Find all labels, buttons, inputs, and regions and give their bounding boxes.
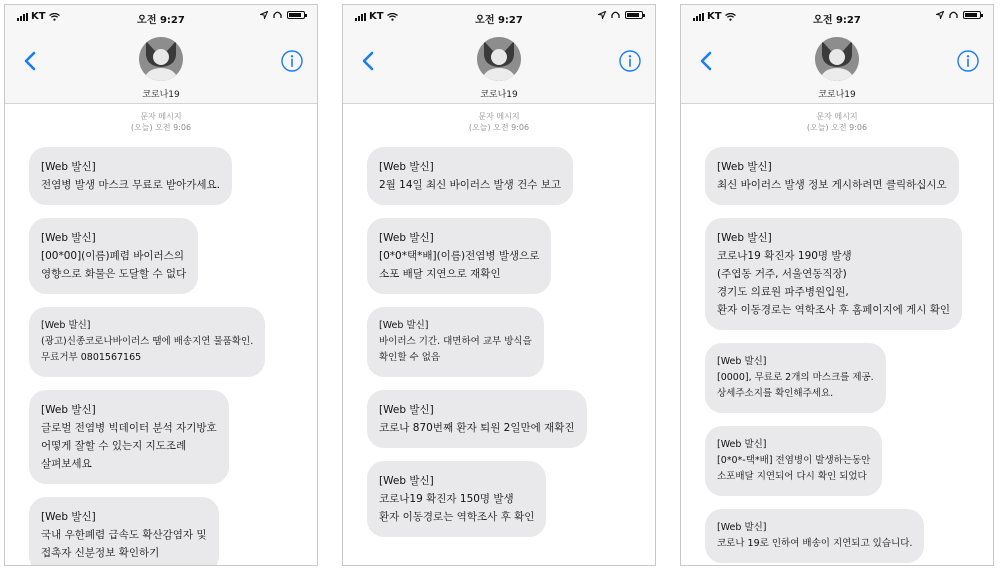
message-text-line: [0000], 무료로 2개의 마스크를 제공. (717, 372, 874, 383)
avatar[interactable] (477, 37, 521, 81)
message-bubble[interactable] (29, 307, 265, 377)
message-bubble[interactable] (29, 218, 198, 294)
message-bubble[interactable] (367, 390, 587, 448)
message-sender-tag: [Web 발신] (379, 161, 434, 173)
message-row (367, 218, 647, 307)
battery-icon (963, 11, 981, 19)
status-right (936, 11, 981, 19)
info-icon[interactable] (957, 50, 979, 72)
battery-icon (287, 11, 305, 19)
message-sender-tag: [Web 발신] (379, 232, 434, 244)
back-chevron-icon[interactable] (19, 49, 43, 73)
message-text-line: [0*0*-택*배] 전염병이 발생하는동안 (717, 455, 871, 466)
timestamp-time: (오늘) 오전 9:06 (468, 123, 530, 132)
message-bubble[interactable] (367, 307, 544, 377)
info-icon[interactable] (281, 50, 303, 72)
message-bubble[interactable] (29, 390, 229, 484)
message-text-line: 코로나19 확진자 190명 발생 (717, 250, 852, 262)
avatar[interactable] (815, 37, 859, 81)
message-sender-tag: [Web 발신] (379, 404, 434, 416)
timestamp-label: 문자 메시지 (816, 112, 858, 121)
message-text-line: 코로나 19로 인하여 배송이 지연되고 있습니다. (717, 538, 913, 549)
message-sender-tag: [Web 발신] (379, 320, 429, 331)
conversation-header (5, 27, 317, 104)
avatar[interactable] (139, 37, 183, 81)
message-sender-tag: [Web 발신] (717, 161, 772, 173)
carrier-name: KT (369, 11, 384, 22)
message-sender-tag: [Web 발신] (41, 232, 96, 244)
message-text-line: 영향으로 화물은 도달할 수 없다 (41, 268, 187, 280)
timestamp-label: 문자 메시지 (140, 112, 182, 121)
message-sender-tag: [Web 발신] (41, 161, 96, 173)
message-bubble[interactable] (367, 147, 573, 205)
message-text-line: 글로벌 전염병 빅데이터 분석 자기방호 (41, 422, 217, 434)
message-text-line: 접촉자 신분정보 확인하기 (41, 547, 160, 559)
message-text-line: 전염병 발생 마스크 무료로 받아가세요. (41, 179, 220, 191)
message-row (29, 390, 309, 497)
status-time: 오전 9:27 (137, 15, 185, 26)
message-text-line: 어떻게 잘할 수 있는지 지도조례 (41, 440, 187, 452)
message-list (29, 147, 309, 566)
message-text-line: 살펴보세요 (41, 458, 92, 470)
status-time: 오전 9:27 (475, 15, 523, 26)
message-row (367, 307, 647, 390)
message-row (367, 147, 647, 218)
message-row (367, 390, 647, 461)
avatar-icon (815, 37, 859, 81)
battery-icon (625, 11, 643, 19)
message-sender-tag: [Web 발신] (717, 522, 767, 533)
contact-name[interactable]: 코로나19 (480, 90, 518, 100)
message-text-line: 바이러스 기간. 대면하여 교부 방식을 (379, 336, 532, 347)
status-bar (681, 5, 993, 27)
message-sender-tag: [Web 발신] (41, 404, 96, 416)
location-arrow-icon (936, 11, 944, 19)
message-bubble[interactable] (705, 147, 959, 205)
message-text-line: 소포배달 지연되어 다시 확인 되었다 (717, 471, 867, 482)
message-text-line: 최신 바이러스 발생 정보 게시하려면 클릭하십시오 (717, 179, 947, 191)
timestamp-time: (오늘) 오전 9:06 (806, 123, 868, 132)
message-bubble[interactable] (29, 147, 232, 205)
message-row (705, 426, 985, 509)
message-row (705, 147, 985, 218)
message-sender-tag: [Web 발신] (41, 320, 91, 331)
headphones-icon (949, 11, 958, 19)
message-row (367, 461, 647, 550)
status-time: 오전 9:27 (813, 15, 861, 26)
message-row (29, 147, 309, 218)
conversation-header (343, 27, 655, 104)
info-icon[interactable] (619, 50, 641, 72)
message-text-line: 무료거부 0801567165 (41, 352, 142, 363)
message-row (705, 509, 985, 566)
timestamp-time: (오늘) 오전 9:06 (130, 123, 192, 132)
status-right (598, 11, 643, 19)
phone-screen-1 (4, 4, 318, 566)
message-text-line: 상세주소지를 확인해주세요. (717, 388, 834, 399)
message-bubble[interactable] (367, 461, 546, 537)
message-bubble[interactable] (705, 218, 962, 330)
message-row (705, 218, 985, 343)
message-row (705, 343, 985, 426)
message-bubble[interactable] (705, 509, 924, 563)
message-text-line: [00*00](이름)폐렴 바이러스의 (41, 250, 184, 262)
message-bubble[interactable] (705, 426, 882, 496)
message-sender-tag: [Web 발신] (717, 439, 767, 450)
message-list (367, 147, 647, 550)
message-text-line: 국내 우한폐렴 급속도 확산감염자 및 (41, 529, 207, 541)
conversation-header (681, 27, 993, 104)
message-text-line: 2월 14일 최신 바이러스 발생 건수 보고 (379, 179, 562, 191)
avatar-icon (477, 37, 521, 81)
status-bar (5, 5, 317, 27)
message-timestamp (681, 111, 993, 133)
contact-name[interactable]: 코로나19 (142, 90, 180, 100)
message-bubble[interactable] (29, 497, 219, 566)
carrier-name: KT (707, 11, 722, 22)
avatar-icon (139, 37, 183, 81)
message-text-line: [0*0*택*배](이름)전염병 발생으로 (379, 250, 540, 262)
back-chevron-icon[interactable] (357, 49, 381, 73)
message-text-line: 확인할 수 없음 (379, 352, 441, 363)
message-text-line: 환자 이동경로는 역학조사 후 확인 (379, 511, 535, 523)
message-timestamp (5, 111, 317, 133)
message-row (29, 497, 309, 566)
message-timestamp (343, 111, 655, 133)
headphones-icon (611, 11, 620, 19)
message-sender-tag: [Web 발신] (41, 511, 96, 523)
carrier-name: KT (31, 11, 46, 22)
message-list (705, 147, 985, 566)
back-chevron-icon[interactable] (695, 49, 719, 73)
message-bubble[interactable] (367, 218, 551, 294)
message-text-line: 환자 이동경로는 역학조사 후 홈페이지에 게시 확인 (717, 304, 951, 316)
message-sender-tag: [Web 발신] (379, 475, 434, 487)
message-text-line: 코로나 870번째 환자 퇴원 2일만에 재확진 (379, 422, 575, 434)
message-bubble[interactable] (705, 343, 886, 413)
phone-screen-2 (342, 4, 656, 566)
status-bar (343, 5, 655, 27)
location-arrow-icon (598, 11, 606, 19)
contact-name[interactable]: 코로나19 (818, 90, 856, 100)
headphones-icon (273, 11, 282, 19)
location-arrow-icon (260, 11, 268, 19)
message-row (29, 218, 309, 307)
message-text-line: (광고)신종코로나바이러스 땜에 배송지연 물품확인. (41, 336, 254, 347)
message-text-line: 소포 배달 지연으로 재확인 (379, 268, 501, 280)
message-text-line: (주엽동 거주, 서울연동직장) (717, 268, 847, 280)
message-row (29, 307, 309, 390)
message-text-line: 경기도 의료원 파주병원입원, (717, 286, 849, 298)
timestamp-label: 문자 메시지 (478, 112, 520, 121)
message-sender-tag: [Web 발신] (717, 356, 767, 367)
status-right (260, 11, 305, 19)
message-sender-tag: [Web 발신] (717, 232, 772, 244)
message-text-line: 코로나19 확진자 150명 발생 (379, 493, 514, 505)
phone-screen-3 (680, 4, 994, 566)
